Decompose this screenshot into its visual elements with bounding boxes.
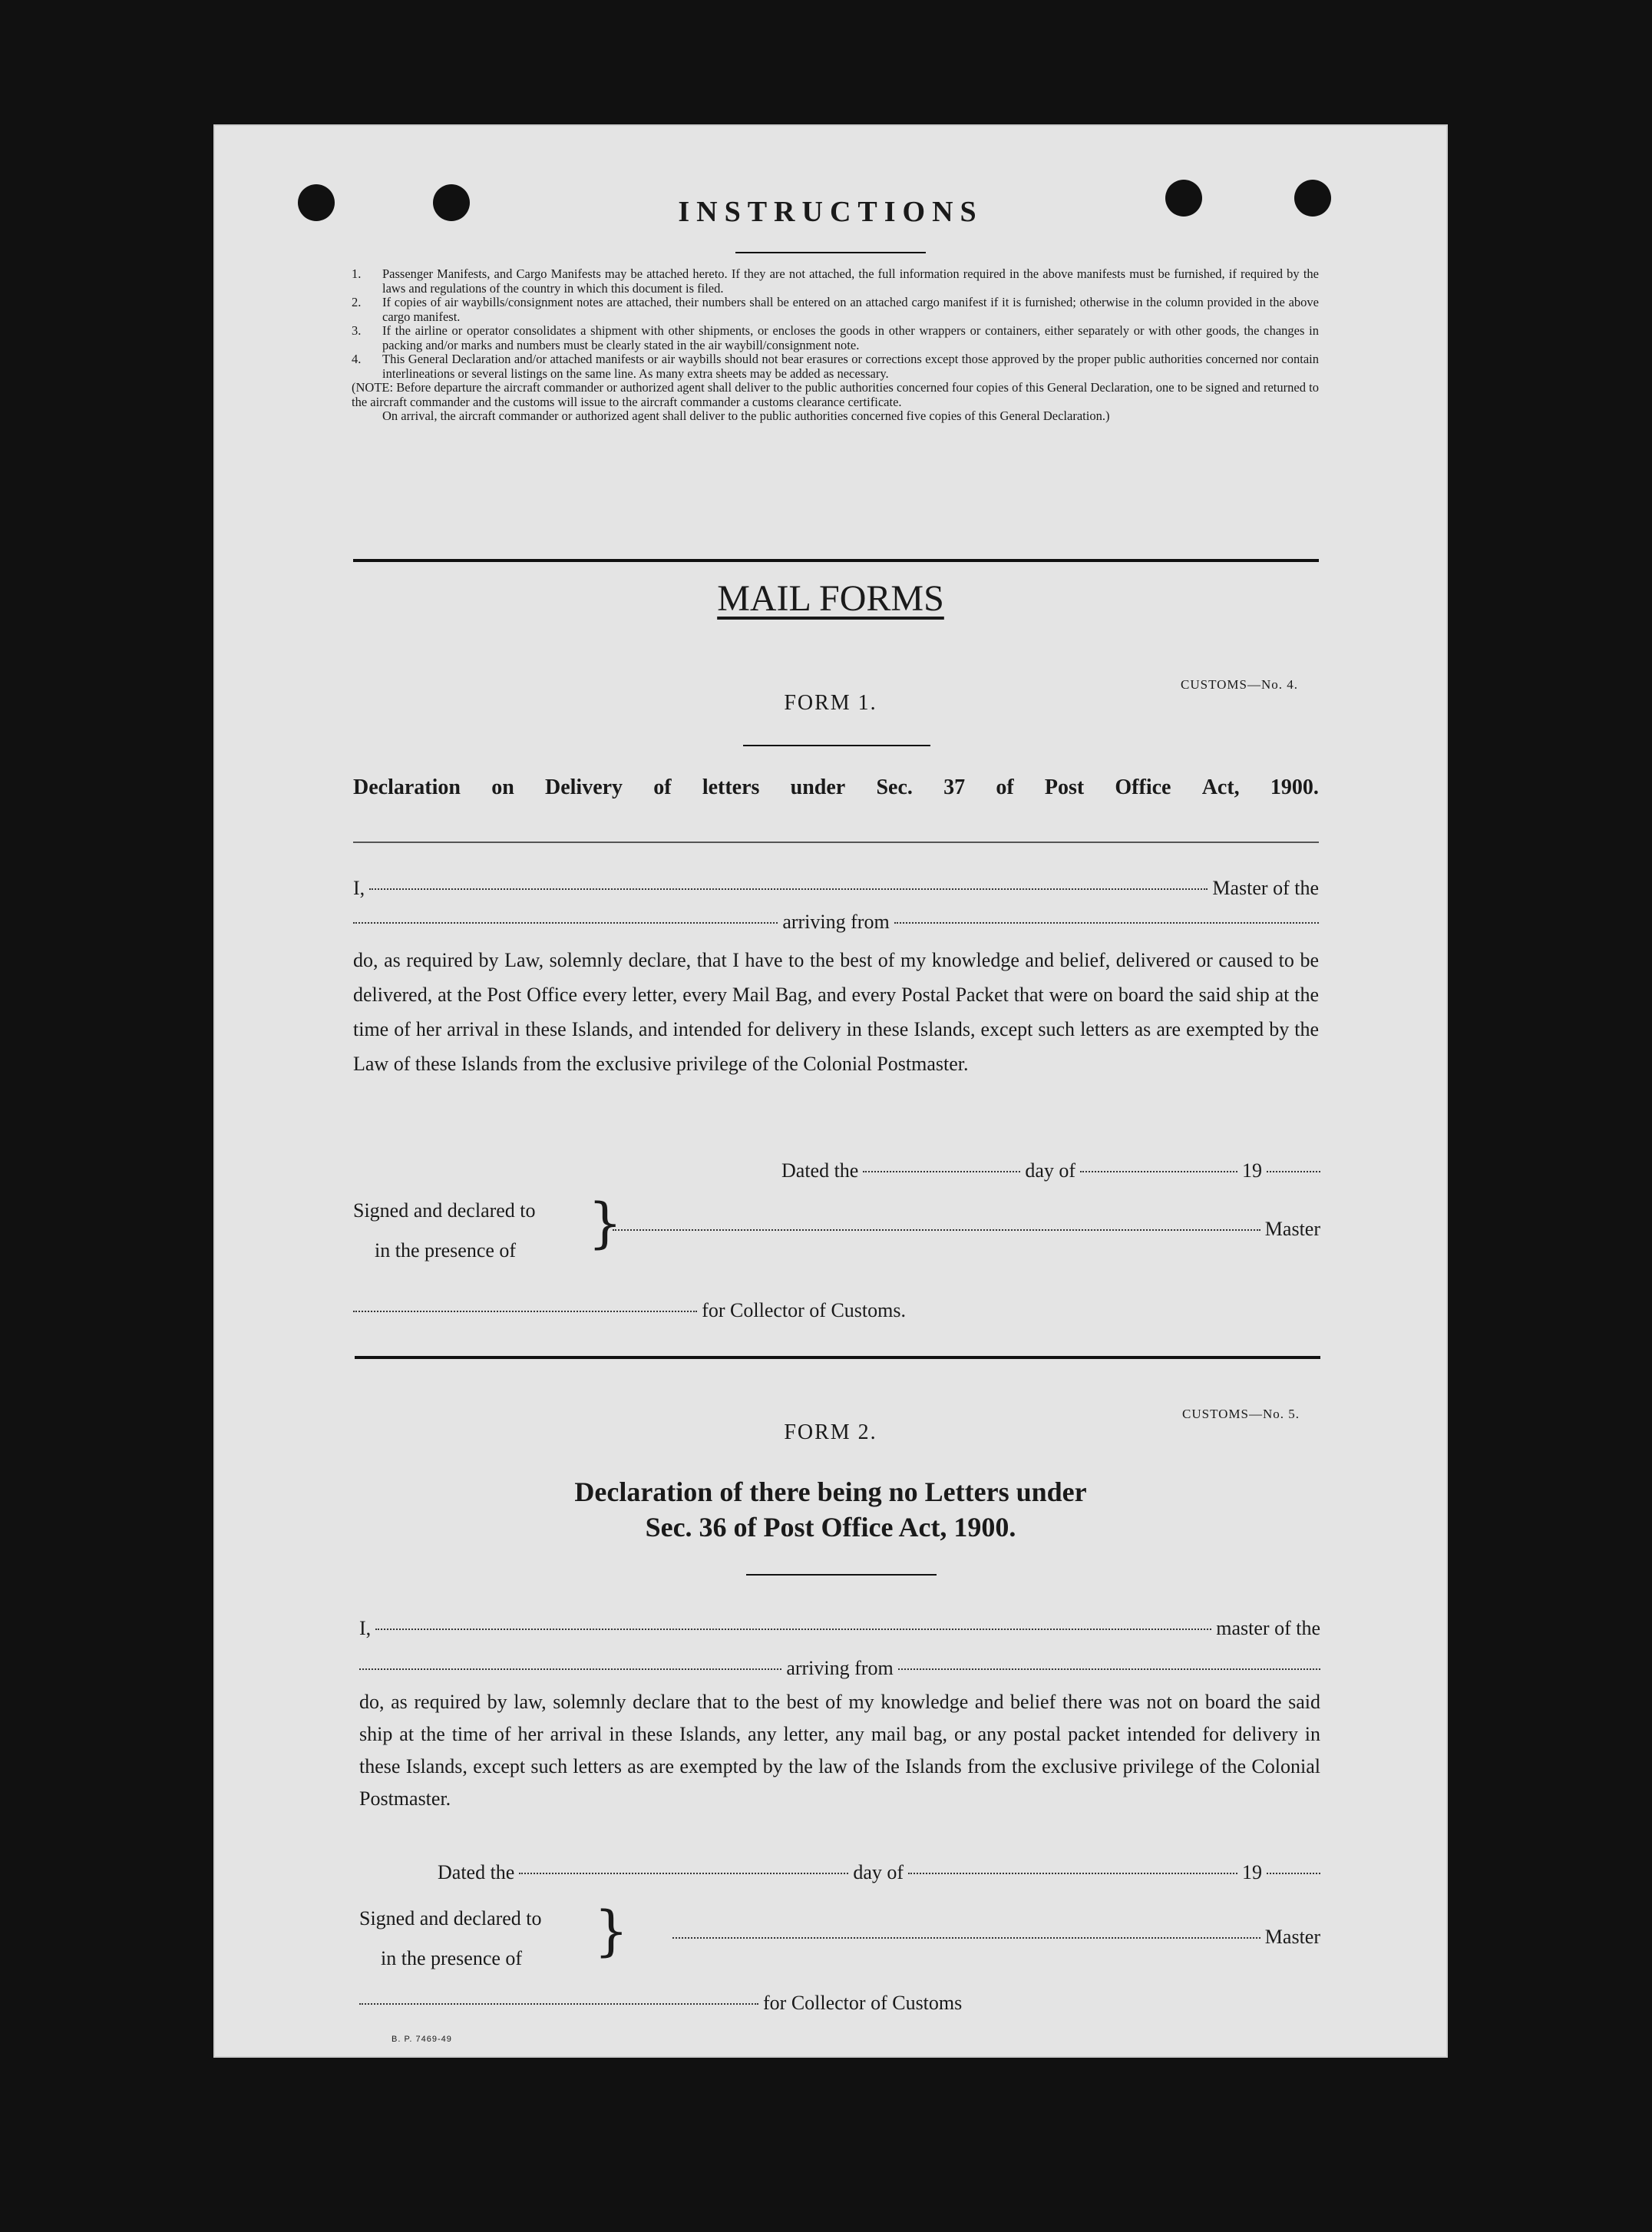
signature-field[interactable]	[359, 2003, 758, 2005]
form1-master-signature-line: Master	[613, 1218, 1320, 1241]
brace: }	[588, 1192, 623, 1255]
title-underline	[735, 252, 926, 253]
form1-collector-line: for Collector of Customs.	[353, 1299, 906, 1322]
form1-arriving-line: arriving from	[353, 911, 1319, 934]
instruction-item: 4. This General Declaration and/or attached manifests or air waybills should not bear erasures or corrections except those approved by the proper public authorities concerned nor contain interlineations or several listings on the same line. As many extra sheets may be added as necessary.	[352, 352, 1319, 381]
form1-title: FORM 1.	[784, 691, 877, 715]
fill-in-field[interactable]	[353, 922, 778, 924]
fill-in-field[interactable]	[375, 1629, 1211, 1630]
form2-signed-label: Signed and declared to	[359, 1907, 542, 1929]
form1-declaration-body: do, as required by Law, solemnly declare, that I have to the best of my knowledge and belief, delivered or caused to be delivered, at the Post Office every letter, every Mail Bag, and every Postal Packet that were on board the said ship at the time of her arrival in these Islands, and intended for delivery in these Islands, except such letters as are exempted by the Law of these Islands from the exclusive privilege of the Colonial Postmaster.	[353, 949, 1319, 1075]
fill-in-field[interactable]	[369, 888, 1208, 890]
fill-in-field[interactable]	[863, 1171, 1020, 1172]
form2-collector-line: for Collector of Customs	[359, 1992, 1050, 2015]
instruction-item: 1. Passenger Manifests, and Cargo Manifests may be attached hereto. If they are not attached, the full information required in the above manifests must be furnished, if required by the laws and regulations of the country in which this document is filed.	[352, 266, 1319, 296]
form1-presence-label: in the presence of	[375, 1239, 517, 1261]
fill-in-field[interactable]	[1080, 1171, 1237, 1172]
form1-heading-rule	[353, 842, 1319, 843]
form2-presence-label: in the presence of	[381, 1947, 523, 1969]
form2-declaration-body: do, as required by law, solemnly declare that to the best of my knowledge and belief there was not on board the said ship at the time of her arrival in these Islands, any letter, any mail bag, or any postal packet intended for delivery in these Islands, except such letters as are exempted by the law of the Islands from the exclusive privilege of the Colonial Postmaster.	[359, 1691, 1320, 1810]
form2-customs-number: CUSTOMS—No. 5.	[1182, 1407, 1300, 1421]
form2-master-line: I, master of the	[359, 1617, 1320, 1639]
form1-declaration-heading: Declaration on Delivery of letters under Sec. 37 of Post Office Act, 1900.	[353, 775, 1319, 799]
form1-master-line: I, Master of the	[353, 877, 1319, 899]
brace: }	[594, 1900, 629, 1963]
fill-in-field[interactable]	[1267, 1171, 1320, 1172]
fill-in-field[interactable]	[894, 922, 1319, 924]
document-page	[213, 124, 1448, 2058]
form1-title-rule	[743, 745, 930, 746]
mail-forms-title: MAIL FORMS	[717, 578, 944, 619]
form2-title: FORM 2.	[784, 1420, 877, 1444]
signature-field[interactable]	[613, 1229, 1260, 1231]
fill-in-field[interactable]	[519, 1873, 848, 1874]
signature-field[interactable]	[672, 1937, 1260, 1939]
form1-date-line: Dated the day of 19	[781, 1159, 1320, 1182]
fill-in-field[interactable]	[908, 1873, 1237, 1874]
form2-declaration-heading: Declaration of there being no Letters under Sec. 36 of Post Office Act, 1900.	[574, 1476, 1087, 1543]
form1-signed-label: Signed and declared to	[353, 1199, 536, 1222]
instruction-note: (NOTE: Before departure the aircraft commander or authorized agent shall deliver to the public authorities concerned four copies of this General Declaration, one to be signed and returned to the aircraft commander and the customs will issue to the aircraft commander a customs clearance certificate.	[352, 380, 1319, 409]
instruction-item: 2. If copies of air waybills/consignment notes are attached, their numbers shall be entered on an attached cargo manifest if it is furnished; otherwise in the column provided in the above cargo manifest.	[352, 295, 1319, 324]
form2-date-line: Dated the day of 19	[438, 1861, 1320, 1884]
fill-in-field[interactable]	[1267, 1873, 1320, 1874]
instruction-item: 3. If the airline or operator consolidates a shipment with other shipments, or encloses the goods in other wrappers or containers, either separately or with other goods, the changes in packing and/or marks and numbers must be clearly stated in the air waybill/consignment note.	[352, 323, 1319, 352]
fill-in-field[interactable]	[359, 1668, 781, 1670]
form2-title-rule	[746, 1574, 937, 1576]
instructions-list	[352, 267, 1319, 424]
printer-reference: B. P. 7469-49	[392, 2035, 452, 2044]
instructions-title: INSTRUCTIONS	[678, 196, 983, 228]
form-divider	[355, 1356, 1320, 1359]
form1-customs-number: CUSTOMS—No. 4.	[1181, 677, 1299, 692]
form2-arriving-line: arriving from	[359, 1657, 1320, 1680]
signature-field[interactable]	[353, 1311, 697, 1312]
section-divider	[353, 559, 1319, 562]
form2-master-signature-line: Master	[672, 1926, 1320, 1949]
fill-in-field[interactable]	[898, 1668, 1320, 1670]
instruction-note-arrival: On arrival, the aircraft commander or authorized agent shall deliver to the public authorities concerned five copies of this General Declaration.)	[382, 408, 1110, 423]
